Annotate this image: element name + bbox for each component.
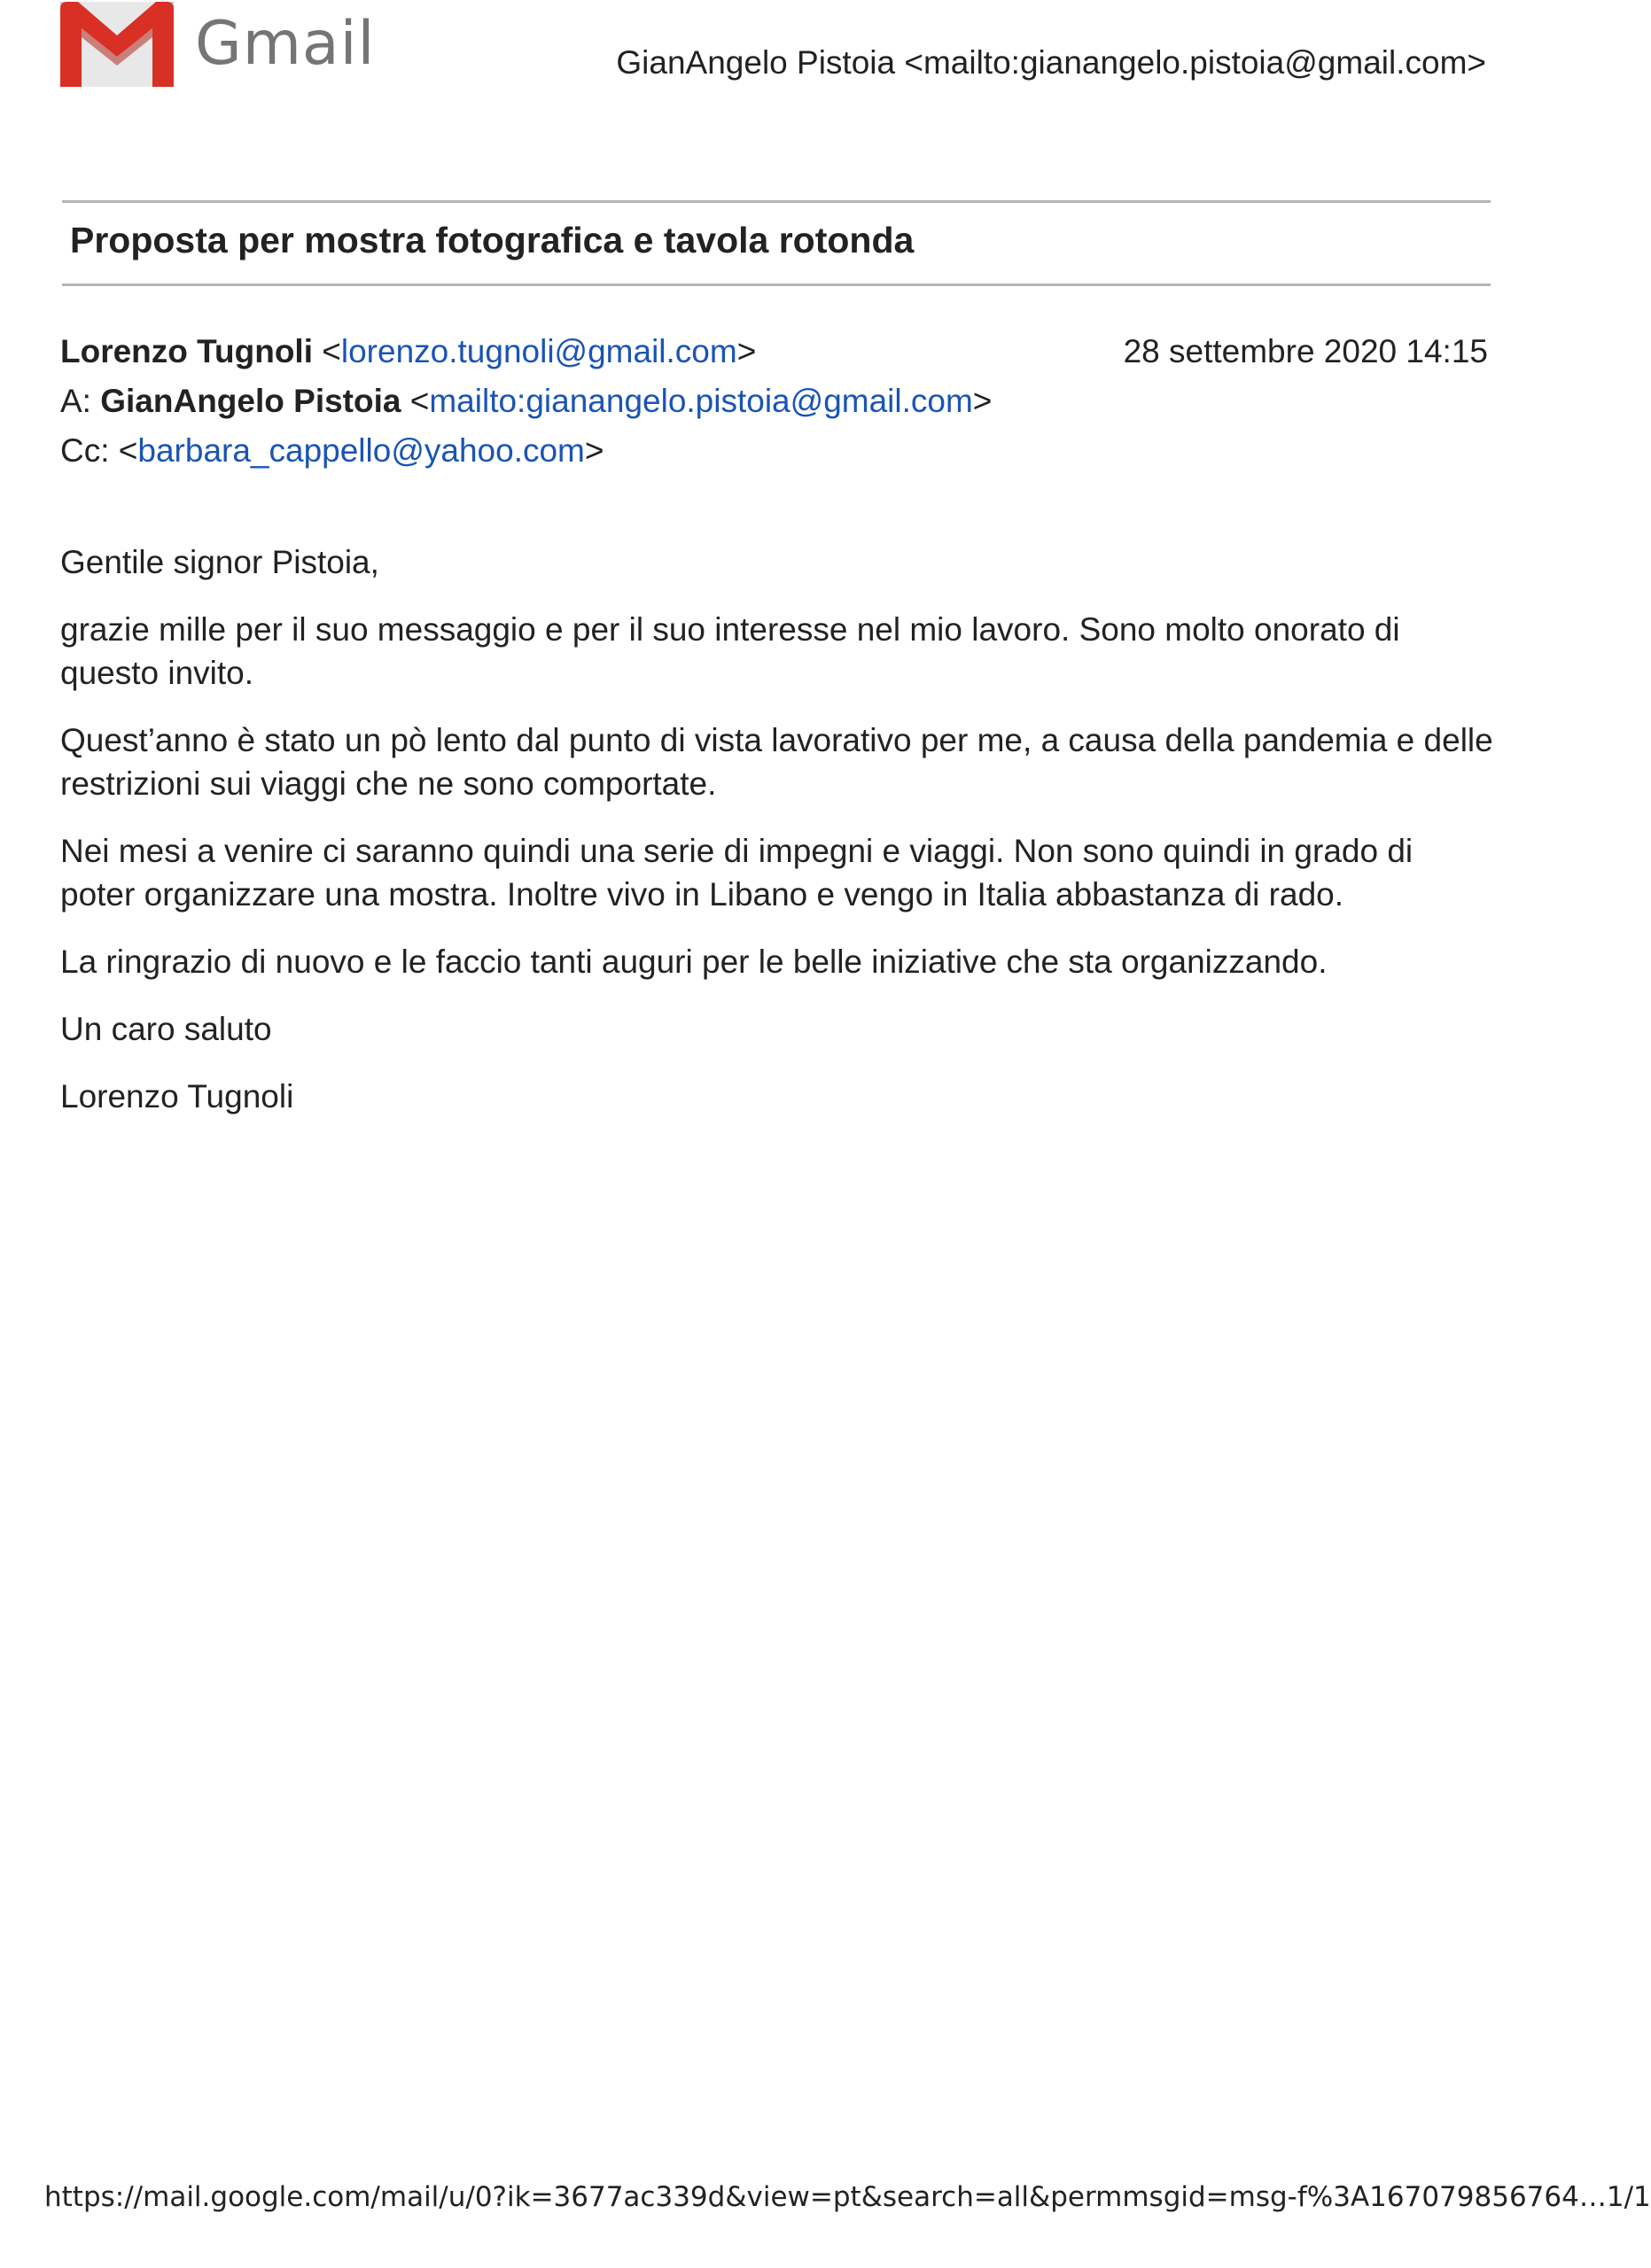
- subject-divider-top: [62, 200, 1491, 203]
- subject-divider-bottom: [62, 284, 1491, 286]
- email-date: 28 settembre 2020 14:15: [1123, 333, 1488, 369]
- cc-line: [60, 432, 604, 470]
- sender-name: Lorenzo Tugnoli: [60, 333, 313, 369]
- recipient-email-wrapper: <mailto:gianangelo.pistoia@gmail.com>: [409, 383, 993, 419]
- email-subject: Proposta per mostra fotografica e tavola rotonda: [70, 220, 915, 260]
- account-label: GianAngelo Pistoia <mailto:gianangelo.pistoia@gmail.com>: [616, 44, 1486, 81]
- footer-url: https://mail.google.com/mail/u/0?ik=3677ac339d&view=pt&search=all&permmsgid=msg-f%3A167079856764…: [44, 2181, 1607, 2213]
- sender-email-link[interactable]: lorenzo.tugnoli@gmail.com: [340, 333, 737, 369]
- print-footer: [44, 2181, 1651, 2213]
- recipient-line: [60, 383, 992, 420]
- cc-email-link[interactable]: barbara_cappello@yahoo.com: [137, 432, 585, 469]
- cc-email-wrapper: <barbara_cappello@yahoo.com>: [118, 432, 604, 469]
- body-signature: Lorenzo Tugnoli: [60, 1078, 294, 1115]
- recipient-name: GianAngelo Pistoia: [100, 383, 401, 419]
- email-body: [60, 540, 1496, 1142]
- body-greeting: Gentile signor Pistoia,: [60, 544, 379, 580]
- footer-page-number: 1/1: [1606, 2181, 1651, 2213]
- body-paragraph: Quest’anno è stato un pò lento dal punto di vista lavorativo per me, a causa della pandemia e delle restrizioni sui viaggi che ne sono comportate.: [60, 722, 1493, 802]
- recipient-email-link[interactable]: mailto:gianangelo.pistoia@gmail.com: [429, 383, 973, 419]
- gmail-wordmark: Gmail: [195, 9, 376, 79]
- body-paragraph: La ringrazio di nuovo e le faccio tanti auguri per le belle iniziative che sta organizzando.: [60, 944, 1328, 980]
- body-closing: Un caro saluto: [60, 1011, 272, 1047]
- gmail-m-icon: [60, 2, 174, 87]
- cc-prefix: Cc:: [60, 432, 110, 469]
- sender-email-wrapper: <lorenzo.tugnoli@gmail.com>: [322, 333, 757, 369]
- body-paragraph: Nei mesi a venire ci saranno quindi una serie di impegni e viaggi. Non sono quindi in grado di poter organizzare una mostra. Inoltre vivo in Libano e vengo in Italia abbastanza di rado.: [60, 833, 1413, 913]
- sender-line: [60, 333, 756, 370]
- recipient-prefix: A:: [60, 383, 91, 419]
- gmail-logo[interactable]: [60, 0, 375, 89]
- body-paragraph: grazie mille per il suo messaggio e per il suo interesse nel mio lavoro. Sono molto onorato di questo invito.: [60, 611, 1400, 691]
